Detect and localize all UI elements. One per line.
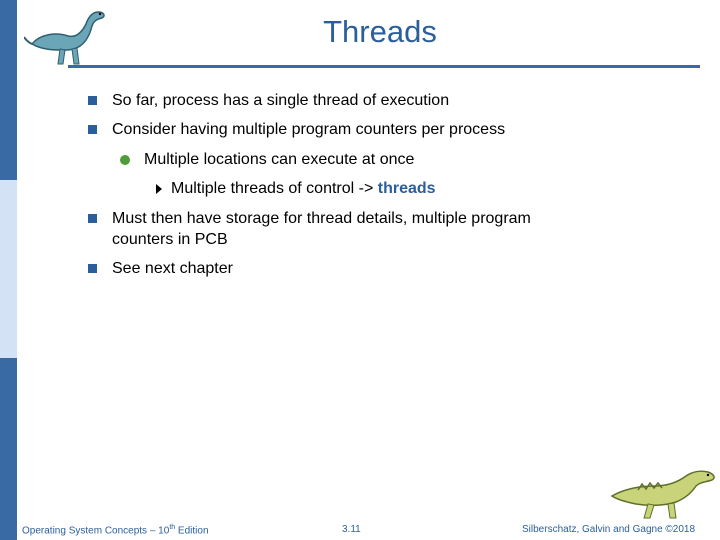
footer-authors: Silberschatz, Galvin and Gagne ©2018 xyxy=(522,524,696,535)
dinosaur-illustration-icon xyxy=(608,462,718,522)
triangle-bullet-icon xyxy=(156,184,162,194)
footer-book-suffix: Edition xyxy=(175,525,209,537)
threads-highlight: threads xyxy=(377,180,436,197)
bullet-text-line2: counters in PCB xyxy=(112,231,228,248)
footer-page-number: 3.11 xyxy=(342,524,361,535)
footer-book-prefix: Operating System Concepts – 10 xyxy=(22,525,170,537)
title-divider xyxy=(68,65,700,68)
footer-edition-superscript: th xyxy=(169,524,176,531)
square-bullet-icon xyxy=(88,96,97,105)
bullet-text: Consider having multiple program counters per process xyxy=(112,121,506,138)
sub-bullet-text: Multiple locations can execute at once xyxy=(144,151,415,168)
square-bullet-icon xyxy=(88,214,97,223)
sub-sub-bullet-text xyxy=(171,179,436,199)
side-stripe-bottom xyxy=(0,358,17,540)
side-stripe-middle xyxy=(0,180,17,358)
bullet-text-line1: Must then have storage for thread details, multiple program xyxy=(112,210,531,227)
dinosaur-logo-icon xyxy=(24,4,114,68)
square-bullet-icon xyxy=(88,264,97,273)
bullet-text: See next chapter xyxy=(112,260,233,277)
round-bullet-icon xyxy=(120,155,130,165)
sub-sub-bullet-prefix: Multiple threads of control -> xyxy=(171,180,378,197)
side-stripe-top xyxy=(0,0,17,180)
slide-title: Threads xyxy=(323,14,437,49)
footer-book-title xyxy=(22,524,209,536)
square-bullet-icon xyxy=(88,125,97,134)
bullet-text: So far, process has a single thread of execution xyxy=(112,92,450,109)
